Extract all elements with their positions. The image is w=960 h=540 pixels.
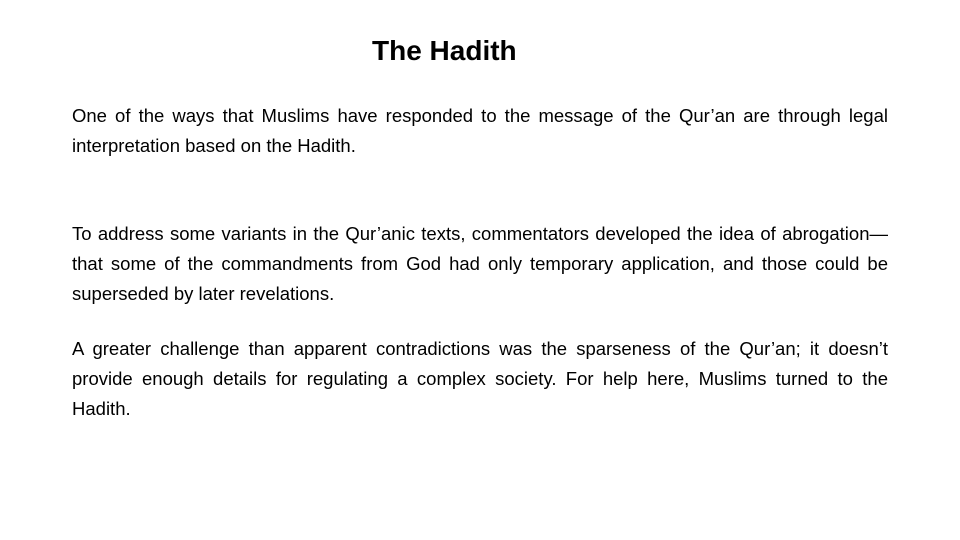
slide-title: The Hadith <box>372 35 517 66</box>
paragraph-3: A greater challenge than apparent contradictions was the sparseness of the Qur’an; it doesn’t provide enough details for regulating a complex society. For help here, Muslims turned to the Hadith. <box>72 338 888 419</box>
paragraph-2: To address some variants in the Qur’anic texts, commentators developed the idea of abrogation—that some of the commandments from God had only temporary application, and those could be superseded by later revelations. <box>72 223 888 304</box>
paragraph-1: One of the ways that Muslims have responded to the message of the Qur’an are through legal interpretation based on the Hadith. <box>72 105 888 156</box>
